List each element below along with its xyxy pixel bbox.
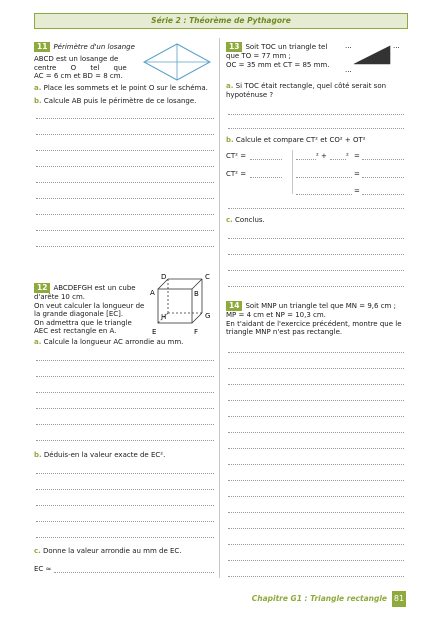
cube-label-F: F (194, 328, 199, 336)
rhombus-figure (142, 42, 212, 82)
ct2-label-1: CT² = (226, 152, 247, 160)
exercise-number-12: 12 (34, 283, 50, 293)
ex13-qa-line2: hypoténuse ? (226, 90, 274, 99)
page-number: 81 (392, 591, 406, 607)
ex13-question-c (226, 216, 406, 225)
ex14-line4: triangle MNP n'est pas rectangle. (226, 328, 343, 337)
ex12-qb-text: Déduis-en la valeur exacte de EC². (43, 451, 166, 459)
cube-label-E: E (152, 328, 157, 336)
ex11-line2: centre O tel que (34, 63, 127, 72)
ex13-line3: OC = 35 mm et CT = 85 mm. (226, 60, 330, 69)
exercise-number-11: 11 (34, 42, 50, 52)
cube-figure (148, 270, 216, 340)
ex13-a-answer-line2[interactable] (228, 128, 404, 129)
equals-sign-3: = (354, 187, 360, 195)
ex11-line1: ABCD est un losange de (34, 55, 119, 63)
cube-label-D: D (161, 273, 167, 281)
ct2-answer-2[interactable] (250, 177, 282, 178)
ex13-qa-line1: Si TOC était rectangle, quel côté serait son (235, 82, 387, 90)
squared-sign: ² (346, 152, 349, 160)
ex12-qc-text: Donne la valeur arrondie au mm de EC. (43, 547, 182, 555)
ex12-line6: AEC est rectangle en A. (34, 327, 117, 336)
ex12-qb-letter: b. (34, 451, 42, 459)
sum-work-3[interactable] (296, 194, 352, 195)
ex12-qa-letter: a. (34, 338, 42, 346)
ex11-question-b (34, 97, 219, 106)
ex13-qb-text: Calcule et compare CT² et CO² + OT² (235, 136, 366, 144)
exercise-11 (34, 42, 144, 52)
cube-label-C: C (205, 273, 210, 281)
ex13-question-a (226, 82, 406, 99)
ex11-qb-letter: b. (34, 97, 42, 105)
exercise-12 (34, 283, 152, 336)
column-separator (219, 38, 220, 578)
ex12-qa-text: Calcule la longueur AC arrondie au mm. (43, 338, 184, 346)
ot2-answer[interactable] (330, 159, 346, 160)
cube-label-H: H (161, 313, 167, 321)
sum-answer-3[interactable] (362, 194, 404, 195)
ct2-label-2: CT² = (226, 170, 247, 178)
triangle-vertex-1: ... (345, 42, 352, 50)
ex14-line1: Soit MNP un triangle tel que MN = 9,6 cm ; (245, 302, 396, 310)
ex12-question-c (34, 547, 219, 556)
plus-sign: ² + (316, 152, 327, 160)
ex13-qc-text: Conclus. (235, 216, 265, 224)
ex13-b-answer-line[interactable] (228, 208, 404, 209)
equals-sign-2: = (354, 170, 360, 178)
ex12-line2: d'arête 10 cm. (34, 293, 85, 301)
ex11-line3: AC = 6 cm et BD = 8 cm. (34, 72, 123, 81)
exercise-14 (226, 301, 406, 337)
calc-separator (292, 150, 293, 194)
sum-work-2[interactable] (296, 177, 352, 178)
exercise-11-title: Périmètre d'un losange (53, 43, 135, 51)
triangle-vertex-3: ... (345, 66, 352, 74)
ex13-question-b (226, 136, 406, 145)
equals-sign-1: = (354, 152, 360, 160)
ex12-line5: On admettra que le triangle (34, 318, 132, 327)
ex13-qc-letter: c. (226, 216, 233, 224)
series-header: Série 2 : Théorème de Pythagore (34, 13, 408, 29)
ex13-line1: Soit TOC un triangle tel (245, 43, 328, 51)
ex12-line1: ABCDEFGH est un cube (53, 284, 136, 292)
triangle-toc-figure (344, 40, 406, 74)
ex12-question-a (34, 338, 219, 347)
co2-answer[interactable] (296, 159, 316, 160)
cube-label-A: A (150, 289, 155, 297)
exercise-number-14: 14 (226, 301, 242, 311)
exercise-11-statement (34, 55, 144, 81)
cube-label-G: G (205, 312, 211, 320)
ex14-line3: En t'aidant de l'exercice précédent, montre que le (226, 319, 402, 328)
ex11-qb-text: Calcule AB puis le périmètre de ce losange. (43, 97, 197, 105)
ec-answer-line[interactable] (54, 572, 214, 573)
ex11-qa-letter: a. (34, 84, 42, 92)
ex12-line4: la grande diagonale [EC]. (34, 310, 124, 319)
triangle-vertex-2: ... (393, 42, 400, 50)
cube-label-B: B (194, 290, 199, 298)
ex12-qc-letter: c. (34, 547, 41, 555)
ex11-qa-text: Place les sommets et le point O sur le schéma. (43, 84, 208, 92)
ex12-question-b (34, 451, 219, 460)
ex13-a-answer-line1[interactable] (228, 114, 404, 115)
ex11-question-a (34, 84, 219, 93)
ct2-answer-1[interactable] (250, 159, 282, 160)
ec-label: EC ≈ (34, 565, 52, 573)
ex13-qa-letter: a. (226, 82, 234, 90)
ex14-line2: MP = 4 cm et NP = 10,3 cm. (226, 311, 326, 319)
chapter-footer: Chapitre G1 : Triangle rectangle (251, 594, 387, 603)
sum-answer-1[interactable] (362, 159, 404, 160)
sum-answer-2[interactable] (362, 177, 404, 178)
ex13-qb-letter: b. (226, 136, 234, 144)
exercise-number-13: 13 (226, 42, 242, 52)
ex12-line3: On veut calculer la longueur de (34, 301, 145, 310)
ex13-line2: que TO = 77 mm ; (226, 52, 291, 60)
exercise-13 (226, 42, 346, 69)
